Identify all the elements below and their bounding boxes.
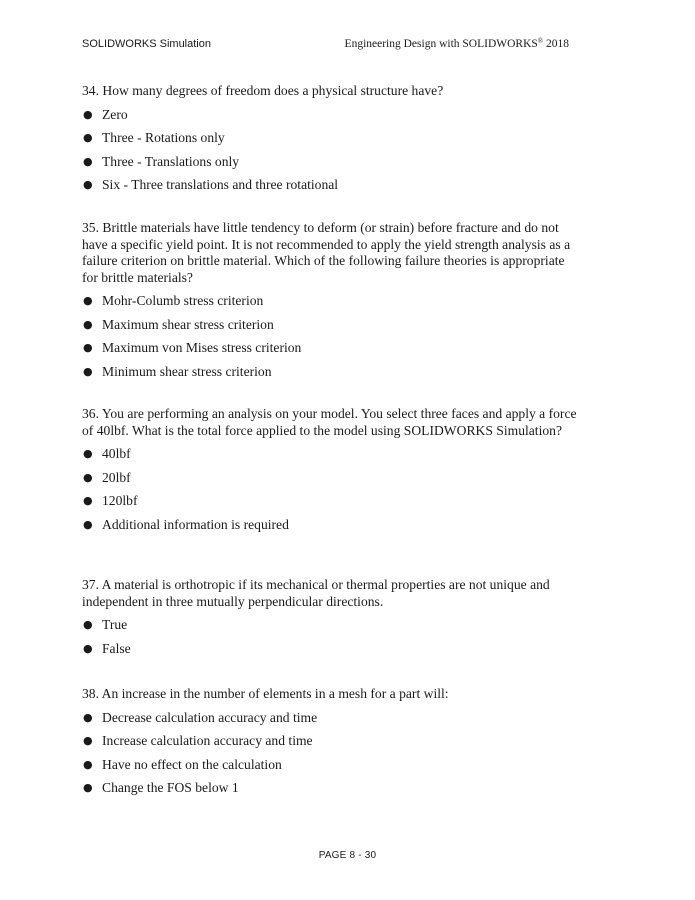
bullet-icon: ● [83, 317, 93, 331]
bullet-icon: ● [83, 294, 93, 307]
option-text: 120lbf [102, 493, 138, 508]
option-text: 40lbf [102, 446, 131, 461]
question-text: 35. Brittle materials have little tendency to deform (or strain) before fracture and do not have a specific yield point. It is not recommended to apply the yield strength analysis as a failure criterion on brittle material. Which of the following failure theories is appropriate for brittle materials? [82, 220, 571, 285]
bullet-icon: ● [83, 781, 93, 794]
question-38 [82, 686, 582, 797]
option-text: False [102, 640, 131, 656]
question-37 [82, 577, 582, 657]
option-text: Increase calculation accuracy and time [102, 733, 313, 748]
question-text: 37. A material is orthotropic if its mechanical or thermal properties are not unique and independent in three mutually perpendicular directions. [82, 577, 550, 609]
option-text: Mohr-Columb stress criterion [102, 293, 264, 308]
bullet-icon: ● [83, 517, 93, 531]
bullet-icon: ● [83, 734, 93, 747]
bullet-icon: ● [83, 364, 93, 378]
question-35 [82, 220, 582, 380]
option-text: Zero [102, 106, 128, 122]
question-34 [82, 83, 582, 194]
question-text: 36. You are performing an analysis on your model. You select three faces and apply a force of 40lbf. What is the total force applied to the model using SOLIDWORKS Simulation? [82, 406, 577, 438]
option-list [82, 107, 582, 194]
option [82, 470, 582, 487]
bullet-icon: ● [83, 618, 93, 631]
bullet-icon: ● [83, 341, 93, 354]
option-text: Have no effect on the calculation [102, 756, 282, 772]
option-text: Three - Translations only [102, 153, 240, 169]
option [82, 641, 582, 658]
option-list [82, 617, 582, 657]
question-36 [82, 406, 582, 533]
bullet-icon: ● [83, 131, 93, 144]
header-left: SOLIDWORKS Simulation [82, 38, 211, 50]
question-text: 34. How many degrees of freedom does a physical structure have? [82, 83, 444, 98]
option [82, 710, 582, 727]
bullet-icon: ● [83, 710, 93, 724]
option-text: Maximum von Mises stress criterion [102, 340, 302, 355]
bullet-icon: ● [83, 494, 93, 507]
option [82, 780, 582, 797]
option-text: Maximum shear stress criterion [102, 316, 274, 332]
option-list [82, 710, 582, 797]
option [82, 293, 582, 310]
option-text: Six - Three translations and three rotational [102, 177, 339, 192]
option [82, 340, 582, 357]
page-number: PAGE 8 - 30 [318, 850, 377, 861]
bullet-icon: ● [83, 107, 93, 121]
option [82, 317, 582, 334]
option [82, 493, 582, 510]
option [82, 733, 582, 750]
option [82, 107, 582, 124]
option [82, 177, 582, 194]
bullet-icon: ● [83, 470, 93, 484]
option-text: Additional information is required [102, 516, 289, 532]
bullet-icon: ● [83, 154, 93, 168]
option [82, 364, 582, 381]
option [82, 130, 582, 147]
option [82, 757, 582, 774]
option-text: 20lbf [102, 469, 131, 485]
header-right-title: Engineering Design with SOLIDWORKS [344, 38, 538, 50]
option-list [82, 446, 582, 533]
option-list [82, 293, 582, 380]
option-text: Minimum shear stress criterion [102, 363, 272, 379]
registered-mark: ® [537, 37, 544, 45]
option-text: Decrease calculation accuracy and time [102, 709, 318, 725]
option [82, 446, 582, 463]
header-right-year: 2018 [543, 38, 569, 50]
option [82, 617, 582, 634]
option-text: Three - Rotations only [102, 130, 225, 145]
option-text: Change the FOS below 1 [102, 780, 239, 795]
bullet-icon: ● [83, 447, 93, 460]
bullet-icon: ● [83, 178, 93, 191]
header-right [345, 37, 569, 51]
bullet-icon: ● [83, 757, 93, 771]
option [82, 517, 582, 534]
question-text: 38. An increase in the number of elements in a mesh for a part will: [82, 686, 449, 701]
bullet-icon: ● [83, 641, 93, 655]
option-text: True [102, 617, 128, 632]
option [82, 154, 582, 171]
